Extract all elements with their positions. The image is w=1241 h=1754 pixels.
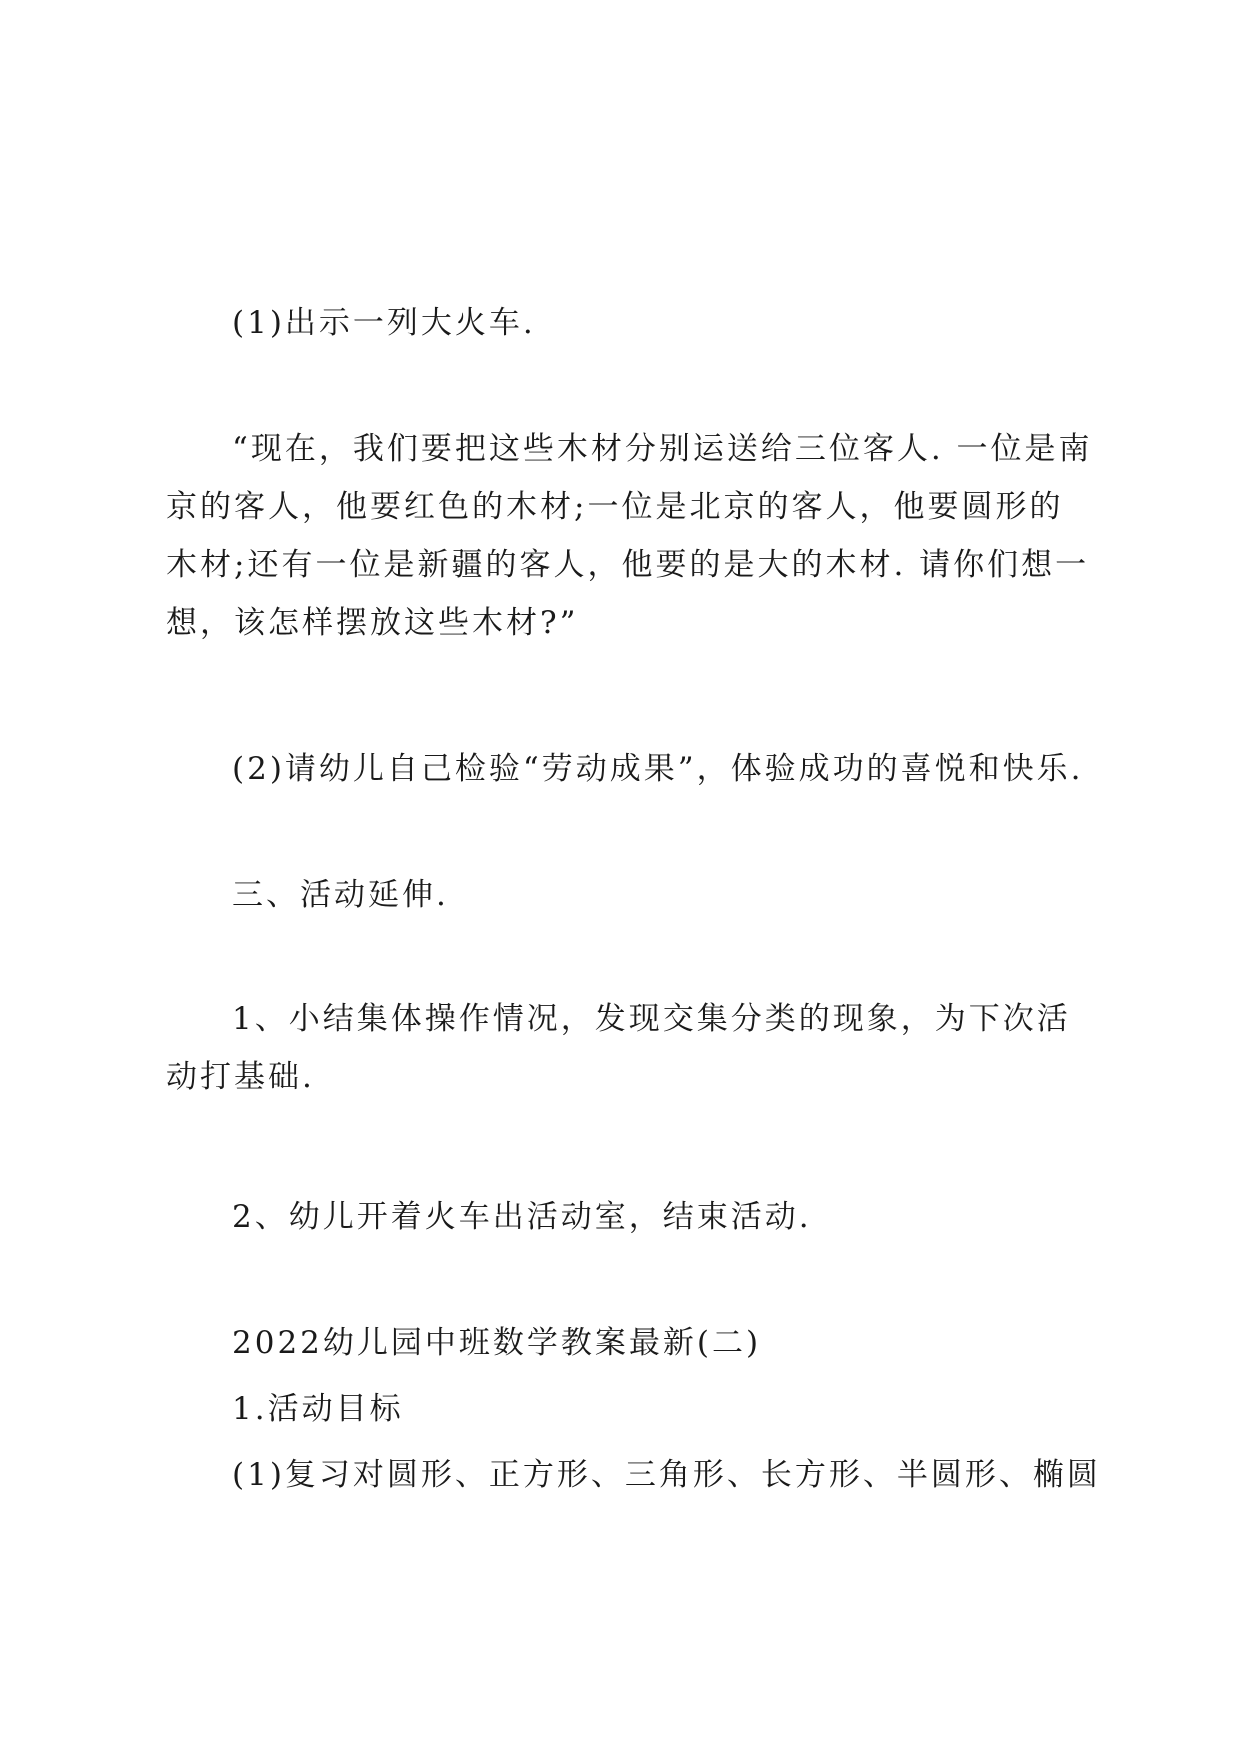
paragraph-summary: 1、小结集体操作情况，发现交集分类的现象，为下次活动打基础. bbox=[166, 1001, 1071, 1095]
section-heading-extension: 三、活动延伸. bbox=[232, 877, 449, 913]
subheading-objectives: 1.活动目标 bbox=[232, 1391, 404, 1427]
paragraph-end-activity: 2、幼儿开着火车出活动室，结束活动. bbox=[232, 1199, 812, 1235]
paragraph-show-train: (1)出示一列大火车. bbox=[232, 305, 536, 341]
paragraph-check-results: (2)请幼儿自己检验“劳动成果”，体验成功的喜悦和快乐. bbox=[232, 751, 1084, 787]
paragraph-teacher-quote: “现在，我们要把这些木材分别运送给三位客人. 一位是南京的客人，他要红色的木材;一位是北京的客人，他要圆形的木材;还有一位是新疆的客人，他要的是大的木材. 请你们想一想，该怎样摆放这些木材?” bbox=[166, 431, 1093, 641]
lesson-title: 2022幼儿园中班数学教案最新(二) bbox=[232, 1325, 762, 1361]
paragraph-objective-1: (1)复习对圆形、正方形、三角形、长方形、半圆形、椭圆 bbox=[232, 1457, 1101, 1493]
